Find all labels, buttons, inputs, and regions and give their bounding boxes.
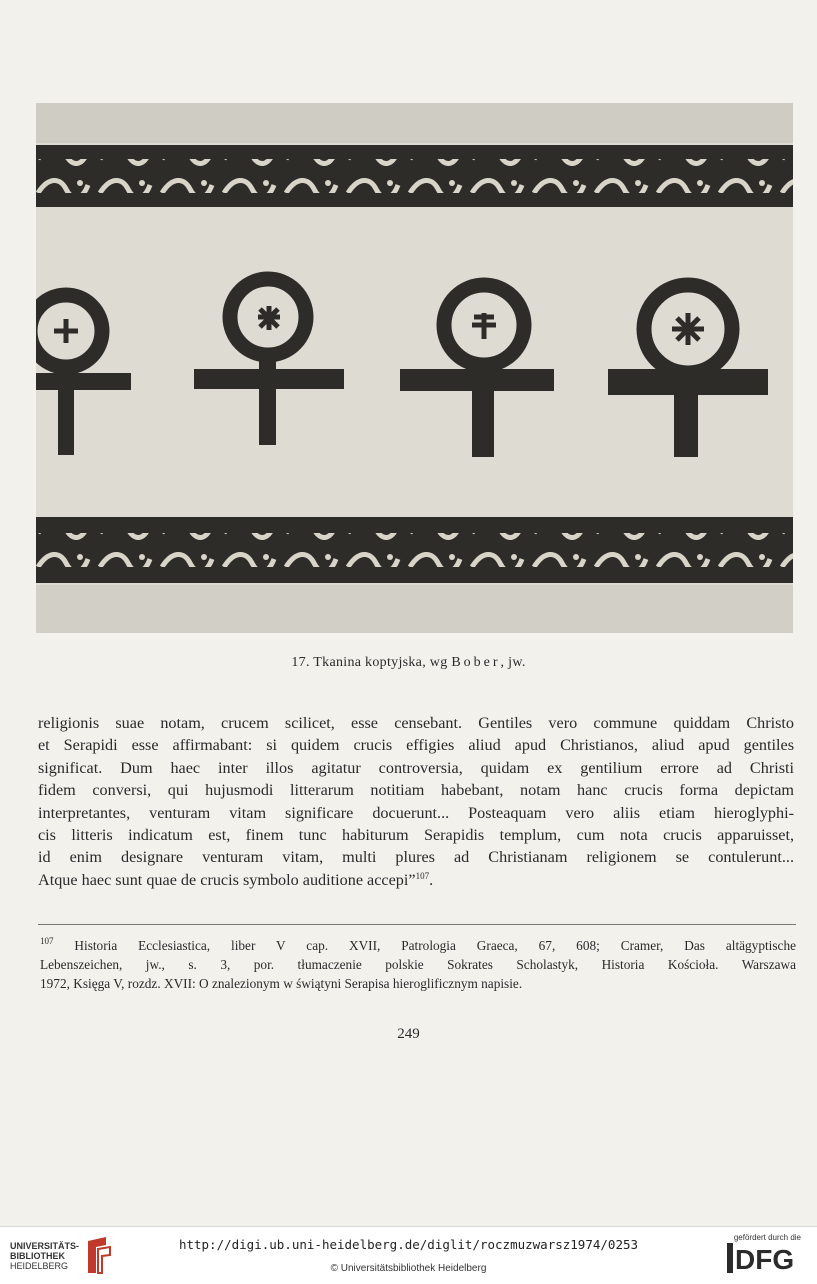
body-line: cis litteris indicatum est, finem tunc habiturum Serapidis templum, cum nota crucis apparuisset, [38,826,794,845]
footnote-line: 1972, Księga V, rozdz. XVII: O znalezionym w świątyni Serapisa hieroglificznym napisie. [40,976,523,992]
viewer-footer [0,1226,817,1284]
photo-coptic-textile [36,103,793,633]
caption-prefix: 17. Tkanina koptyjska, wg [291,655,448,670]
caption-suffix: , jw. [500,655,526,670]
body-last-line [38,869,794,891]
body-last-end: . [429,870,434,889]
funding-label: gefördert durch die [733,1233,801,1242]
footnote-text-1: Historia Ecclesiastica, liber V cap. XVII, Patrologia Graeca, 67, 608; Cramer, Das altägyptische [53,938,796,953]
copyright-notice: © Universitätsbibliothek Heidelberg [330,1263,487,1274]
body-line: id enim designare venturam vitam, multi plures ad Christianam religionem se contulerunt... [38,848,794,867]
body-line: significat. Dum haec inter illos agitatur controversia, quidam ex gentilium errore ad Christi [38,758,794,777]
caption-author: Bober [451,655,501,670]
body-line: fidem conversi, qui hujusmodi litterarum notitiam habebant, notam hanc crucis forma depictam [38,781,794,800]
body-line: et Serapidi esse affirmabant: si quidem crucis effigies aliud apud Christianos, aliud apud gentiles [38,736,794,755]
footnote-reference: 107 [415,870,430,881]
figure-caption [0,655,817,671]
footnote [40,936,796,994]
body-line: religionis suae notam, crucem scilicet, esse censebant. Gentiles vero commune quiddam Christo [38,714,794,732]
dfg-logo-icon[interactable] [727,1243,803,1273]
library-name-line-2: BIBLIOTHEK [10,1251,65,1261]
library-name-line-3: HEIDELBERG [10,1261,69,1271]
page-number: 249 [397,1026,420,1042]
footnote-line: Lebenszeichen, jw., s. 3, por. tłumaczenie polskie Sokrates Scholastyk, Historia Kościoła. Warszawa [40,957,796,973]
dfg-logo-text: DFG [735,1244,795,1273]
body-line: interpretantes, venturam vitam significare docuerunt... Posteaquam vero aliis etiam hieroglyphi- [38,803,794,822]
body-last-text: Atque haec sunt quae de crucis symbolo auditione accepi” [38,870,416,889]
library-name-line-1: UNIVERSITÄTS- [10,1241,80,1251]
footnote-line [40,936,796,955]
footnote-divider [38,924,796,925]
body-paragraph [38,712,794,891]
footnote-marker: 107 [40,936,54,946]
permalink-url[interactable]: http://digi.ub.uni-heidelberg.de/diglit/roczmuzwarsz1974/0253 [178,1237,639,1252]
